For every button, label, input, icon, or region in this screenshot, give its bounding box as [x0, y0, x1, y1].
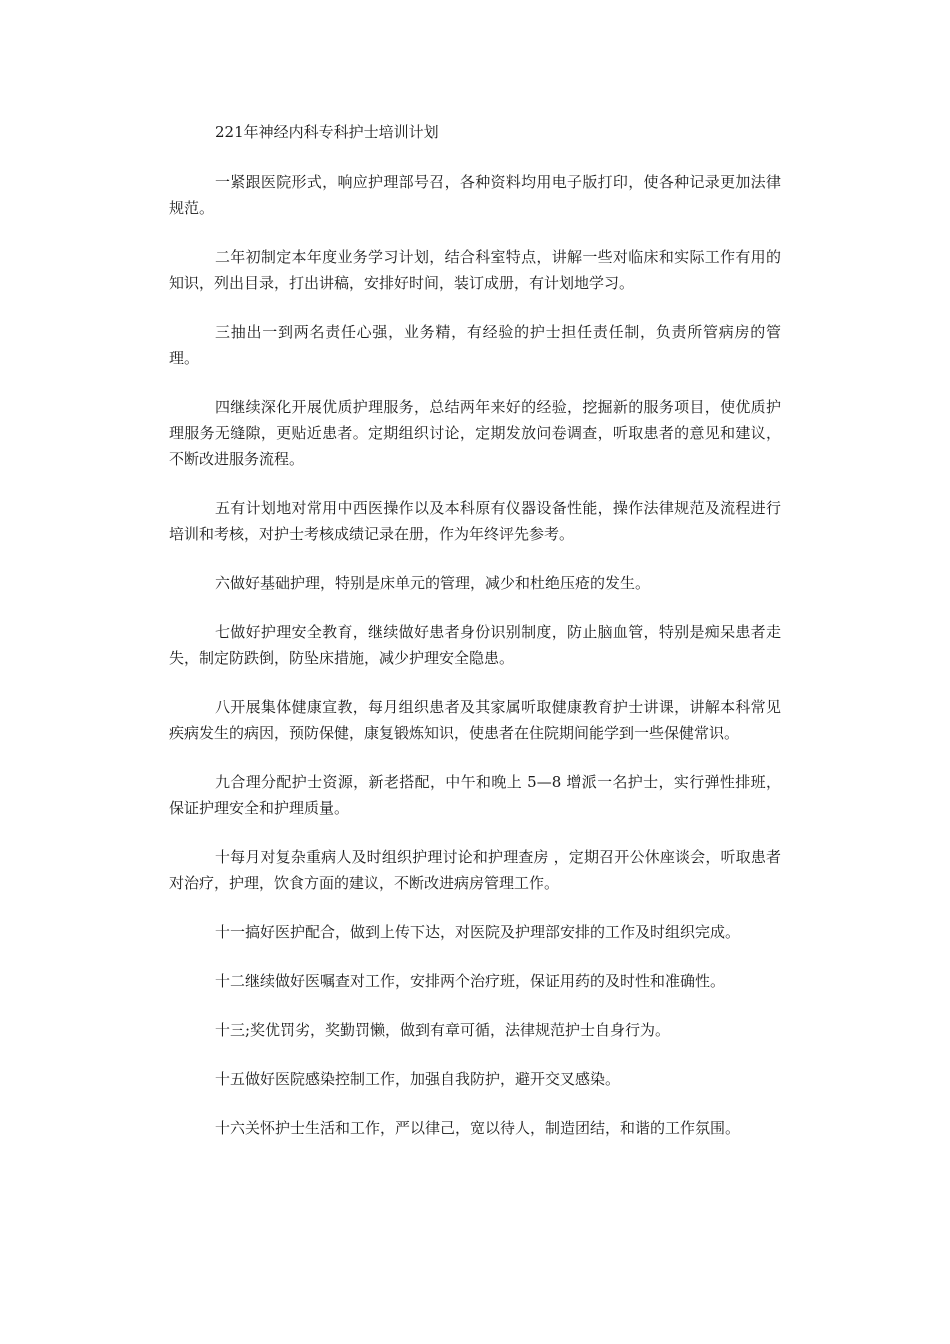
paragraph-1: 一紧跟医院形式，响应护理部号召，各种资料均用电子版打印，使各种记录更加法律规范。 — [169, 173, 781, 217]
document-body — [169, 120, 781, 1164]
paragraph-8: 八开展集体健康宣教，每月组织患者及其家属听取健康教育护士讲课，讲解本科常见疾病发生的病因，预防保健，康复锻炼知识，使患者在住院期间能学到一些保健常识。 — [169, 698, 781, 742]
paragraph-12: 十二继续做好医嘱查对工作，安排两个治疗班，保证用药的及时性和准确性。 — [215, 972, 726, 990]
paragraph-11: 十一搞好医护配合，做到上传下达，对医院及护理部安排的工作及时组织完成。 — [215, 923, 741, 941]
paragraph-4: 四继续深化开展优质护理服务，总结两年来好的经验，挖掘新的服务项目，使优质护理服务无缝隙，更贴近患者。定期组织讨论，定期发放问卷调查，听取患者的意见和建议，不断改进服务流程。 — [169, 398, 781, 468]
paragraph-6: 六做好基础护理，特别是床单元的管理，减少和杜绝压疮的发生。 — [215, 574, 651, 592]
paragraph-2: 二年初制定本年度业务学习计划，结合科室特点，讲解一些对临床和实际工作有用的知识，列出目录，打出讲稿，安排好时间，装订成册，有计划地学习。 — [169, 248, 781, 292]
paragraph-7: 七做好护理安全教育，继续做好患者身份识别制度，防止脑血管，特别是痴呆患者走失，制定防跌倒，防坠床措施，减少护理安全隐患。 — [169, 623, 781, 667]
paragraph-15: 十五做好医院感染控制工作，加强自我防护，避开交叉感染。 — [215, 1070, 621, 1088]
paragraph-3: 三抽出一到两名责任心强，业务精，有经验的护士担任责任制，负责所管病房的管理。 — [169, 323, 781, 367]
document-title: 221年神经内科专科护士培训计划 — [215, 123, 439, 141]
paragraph-16: 十六关怀护士生活和工作，严以律己，宽以待人，制造团结，和谐的工作氛围。 — [215, 1119, 741, 1137]
paragraph-9: 九合理分配护士资源，新老搭配，中午和晚上 5—8 增派一名护士，实行弹性排班，保证护理安全和护理质量。 — [169, 773, 781, 817]
paragraph-13: 十三;奖优罚劣，奖勤罚懒，做到有章可循，法律规范护士自身行为。 — [215, 1021, 671, 1039]
paragraph-5: 五有计划地对常用中西医操作以及本科原有仪器设备性能，操作法律规范及流程进行培训和考核，对护士考核成绩记录在册，作为年终评先参考。 — [169, 499, 781, 543]
paragraph-10: 十每月对复杂重病人及时组织护理讨论和护理查房 ，定期召开公休座谈会，听取患者对治疗，护理，饮食方面的建议，不断改进病房管理工作。 — [169, 848, 781, 892]
